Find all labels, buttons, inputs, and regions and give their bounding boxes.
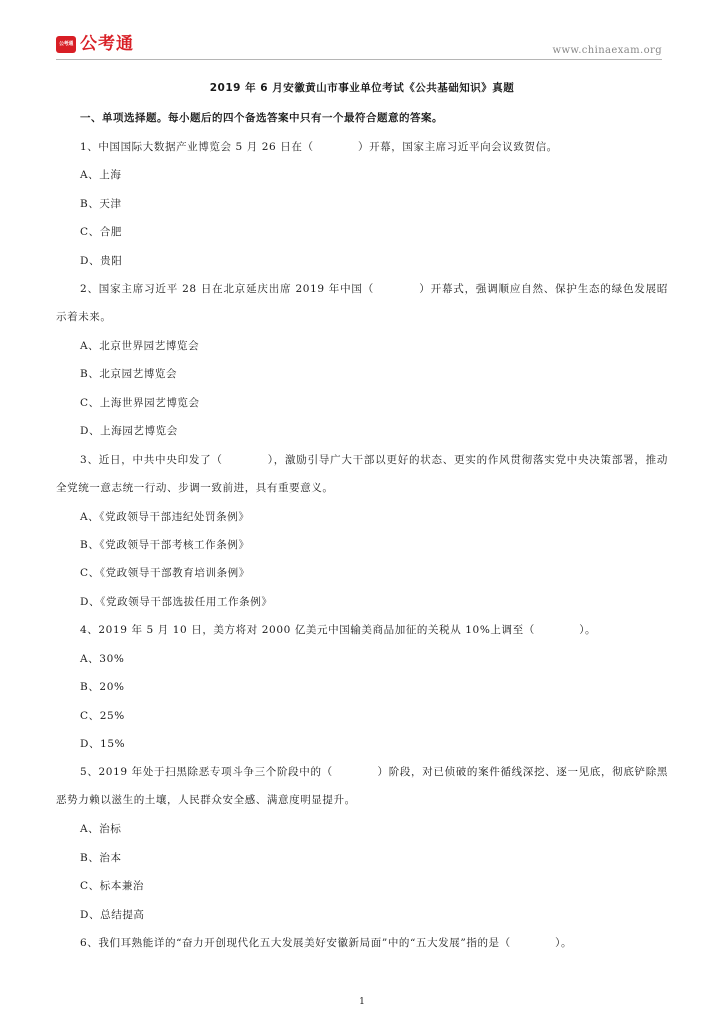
page-number: 1 bbox=[359, 997, 365, 1007]
question-stem: 5、2019 年处于扫黑除恶专项斗争三个阶段中的（ ）阶段，对已侦破的案件循线深挖、逐一见底，彻底铲除黑恶势力赖以滋生的土壤，人民群众安全感、满意度明显提升。 bbox=[56, 766, 668, 806]
question-option: A、北京世界园艺博览会 bbox=[80, 340, 200, 352]
question-stem: 2、国家主席习近平 28 日在北京延庆出席 2019 年中国（ ）开幕式，强调顺应自然、保护生态的绿色发展昭示着未来。 bbox=[56, 283, 668, 323]
question-option: A、《党政领导干部违纪处罚条例》 bbox=[80, 511, 250, 523]
question-option: C、标本兼治 bbox=[80, 880, 145, 892]
question-option: D、15% bbox=[80, 738, 126, 750]
logo-text: 公考通 bbox=[80, 34, 134, 54]
question-option: C、合肥 bbox=[80, 226, 122, 238]
question-option: A、治标 bbox=[80, 823, 122, 835]
question-option: C、上海世界园艺博览会 bbox=[80, 397, 200, 409]
header-divider bbox=[56, 59, 662, 60]
question-option: A、上海 bbox=[80, 169, 122, 181]
question-stem: 3、近日，中共中央印发了（ ），激励引导广大干部以更好的状态、更实的作风贯彻落实党中央决策部署，推动全党统一意志统一行动、步调一致前进，具有重要意义。 bbox=[56, 454, 668, 494]
question-option: C、25% bbox=[80, 710, 125, 722]
question-option: D、总结提高 bbox=[80, 909, 145, 921]
question-option: B、北京园艺博览会 bbox=[80, 368, 178, 380]
section-heading: 一、单项选择题。每小题后的四个备选答案中只有一个最符合题意的答案。 bbox=[80, 112, 443, 124]
document-title: 2019 年 6 月安徽黄山市事业单位考试《公共基础知识》真题 bbox=[209, 82, 515, 94]
page-header bbox=[0, 0, 724, 62]
question-option: B、20% bbox=[80, 681, 125, 693]
question-option: D、贵阳 bbox=[80, 255, 123, 267]
question-option: B、治本 bbox=[80, 852, 122, 864]
question-stem: 1、中国国际大数据产业博览会 5 月 26 日在（ ）开幕，国家主席习近平向会议致贺信。 bbox=[80, 141, 558, 153]
site-url[interactable]: www.chinaexam.org bbox=[552, 45, 662, 56]
question-option: B、天津 bbox=[80, 198, 122, 210]
question-stem: 6、我们耳熟能详的“奋力开创现代化五大发展美好安徽新局面”中的“五大发展”指的是（ ）。 bbox=[80, 937, 573, 949]
question-option: A、30% bbox=[80, 653, 125, 665]
question-option: D、《党政领导干部选拔任用工作条例》 bbox=[80, 596, 273, 608]
logo-badge-icon: 公考通 bbox=[56, 36, 76, 53]
question-option: D、上海园艺博览会 bbox=[80, 425, 178, 437]
question-option: B、《党政领导干部考核工作条例》 bbox=[80, 539, 250, 551]
question-option: C、《党政领导干部教育培训条例》 bbox=[80, 567, 250, 579]
question-stem: 4、2019 年 5 月 10 日，美方将对 2000 亿美元中国输美商品加征的关税从 10%上调至（ ）。 bbox=[80, 624, 597, 636]
brand-logo[interactable] bbox=[56, 34, 134, 54]
